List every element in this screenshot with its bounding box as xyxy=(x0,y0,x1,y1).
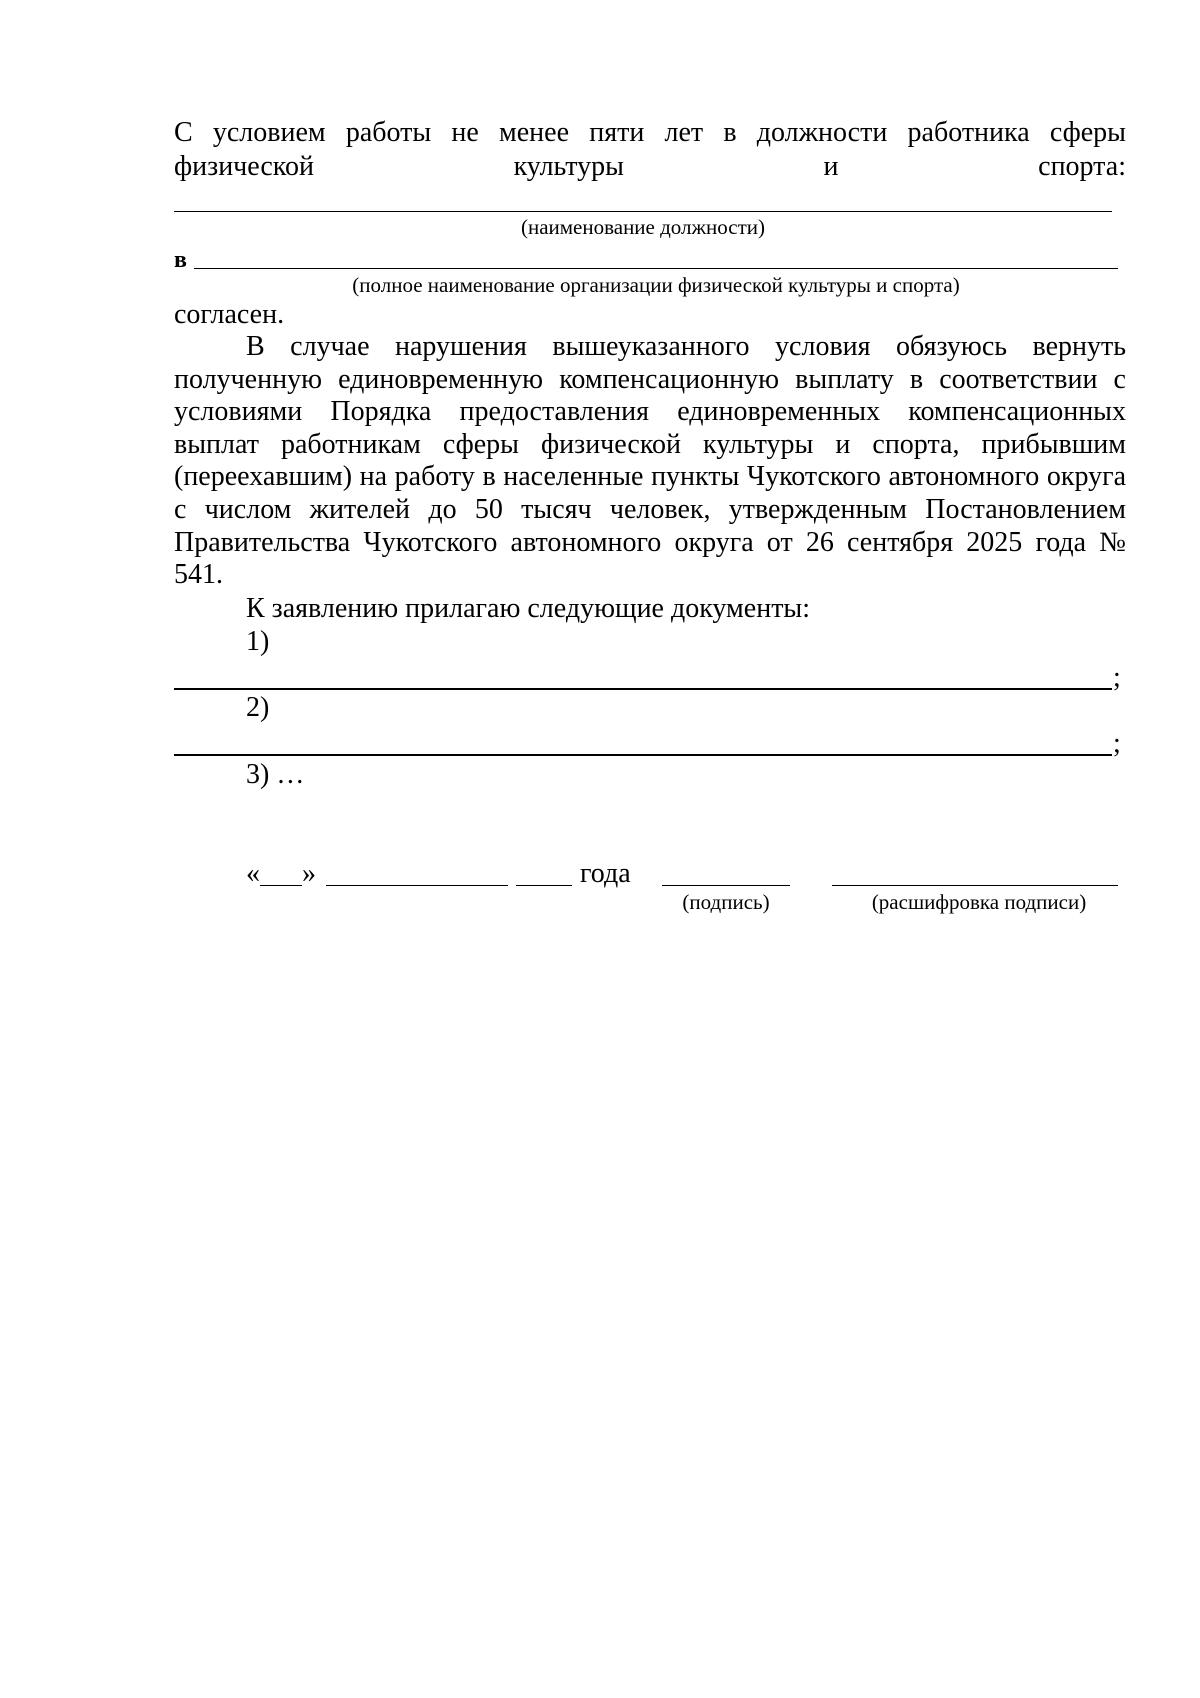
word-culture: культуры xyxy=(513,151,624,182)
condition-line-2 xyxy=(174,150,1126,183)
position-caption xyxy=(174,215,1112,239)
attachments-intro-text: К заявлению прилагаю следующие документы: xyxy=(246,593,811,624)
attachment-1-end xyxy=(1113,661,1121,694)
attachment-2-end xyxy=(1113,727,1121,760)
org-blank-line[interactable] xyxy=(194,268,1118,269)
signature-decoding-caption xyxy=(846,890,1112,914)
date-year-blank[interactable] xyxy=(516,885,572,886)
agreed-text-value: согласен. xyxy=(174,299,285,330)
signature-blank-line[interactable] xyxy=(662,885,790,886)
org-prefix xyxy=(174,244,187,277)
date-open-quote xyxy=(246,857,260,890)
signature-caption xyxy=(652,890,800,914)
signature-caption-text: (подпись) xyxy=(682,890,770,914)
date-year-word xyxy=(580,857,631,890)
position-blank-line[interactable] xyxy=(174,211,1112,212)
word-physical: физической xyxy=(174,151,314,182)
attachments-intro xyxy=(246,592,810,625)
date-open-quote-text: « xyxy=(246,858,260,889)
condition-line-1-text: С условием работы не менее пяти лет в должности работника сферы xyxy=(174,117,1126,148)
date-day-blank[interactable] xyxy=(260,885,302,886)
signature-decoding-caption-text: (расшифровка подписи) xyxy=(871,890,1087,914)
attachment-1-end-text: ; xyxy=(1113,662,1121,693)
date-close-quote-text: » xyxy=(302,858,316,889)
condition-line-1 xyxy=(174,117,1126,150)
signature-decoding-blank-line[interactable] xyxy=(832,885,1118,886)
date-month-blank[interactable] xyxy=(326,885,508,886)
word-and: и xyxy=(823,151,839,182)
attachment-more-text: 3) … xyxy=(246,759,305,790)
attachment-more xyxy=(246,758,304,791)
date-close-quote xyxy=(302,857,316,890)
attachment-1-number-text: 1) xyxy=(246,626,270,657)
obligation-paragraph xyxy=(174,331,1126,592)
org-prefix-text: в xyxy=(174,247,187,273)
attachment-1-blank-line[interactable] xyxy=(174,688,1112,690)
attachment-2-end-text: ; xyxy=(1113,728,1121,759)
attachment-2-blank-line[interactable] xyxy=(174,754,1112,756)
attachment-2-number-text: 2) xyxy=(246,692,270,723)
org-caption-text: (полное наименование организации физической культуры и спорта) xyxy=(352,273,960,297)
attachment-2-number xyxy=(246,691,269,724)
date-year-word-text: года xyxy=(580,858,631,889)
org-caption xyxy=(194,273,1118,297)
attachment-1-number xyxy=(246,625,269,658)
word-sport: спорта: xyxy=(1038,151,1126,182)
agreed-text xyxy=(174,298,284,331)
position-caption-text: (наименование должности) xyxy=(520,215,766,239)
obligation-paragraph-text: В случае нарушения вышеуказанного условия обязуюсь вернуть полученную единовременную компенсационную выплату в соответствии с условиями Порядка предоставления единовременных компенсационных выплат работникам сферы физической культуры и спорта, прибывшим (переехавшим) на работу в населенные пункты Чукотского автономного округа с числом жителей до 50 тысяч человек, утвержденным Постановлением Правительства Чукотского автономного округа от 26 сентября 2025 года № 541. xyxy=(174,331,1126,591)
